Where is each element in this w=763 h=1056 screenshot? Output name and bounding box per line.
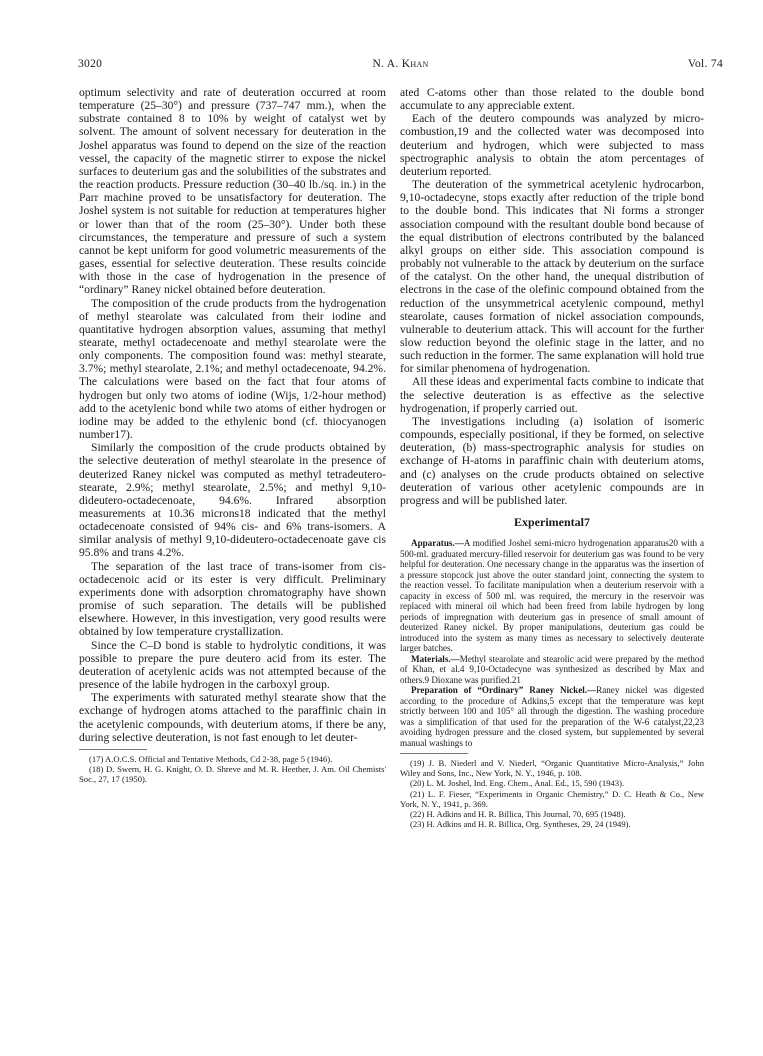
paragraph: The separation of the last trace of trans-isomer from cis-octadecenoic acid or its ester is very difficult. Preliminary experiments done with adsorption chromatography have shown promise of such separation. The details will be published elsewhere. However, in this investigation, very good results were obtained by low temperature crystallization. xyxy=(79,559,386,639)
paragraph-text: A modified Joshel semi-micro hydrogenation apparatus20 with a 500-ml. graduated mercury-filled reservoir for deuterium gas was found to be very helpful for deuteration. One necessary change in the apparatus was the insertion of a pressure stopcock just above the outer standard joint, connecting the system to the reaction vessel. To facilitate manipulation when a deuterium reservoir with a capacity in excess of 500 ml. was required, the mercury in the reservoir was replaced with mineral oil which had been freed from labile hydrogen by long periods of impregnation with deuterium gas in presence of small amount of deuterized Raney nickel. By proper manipulations, deuterium gas could be introduced into the system as many times as necessary to selectively deuterate larger batches. xyxy=(400,538,704,653)
paragraph-text: Methyl stearolate and stearolic acid were prepared by the method of Khan, et al.4 9,10-Octadecyne was synthesized as described by Max and others.9 Dioxane was purified.21 xyxy=(400,653,704,685)
paragraph: ated C-atoms other than those related to the double bond accumulate to any appreciable extent. xyxy=(400,86,704,113)
paragraph: Since the C–D bond is stable to hydrolytic conditions, it was possible to prepare the pure deutero acid from its ester. The deuteration of acetylenic acids was not attempted because of the presence of the labile hydrogen in the carboxyl group. xyxy=(79,638,386,692)
paragraph: The experiments with saturated methyl stearate show that the exchange of hydrogen atoms attached to the paraffinic chain in the acetylenic compounds, with deuterium atoms, if there be any, during selective deuteration, is not fast enough to let deuter- xyxy=(79,691,386,744)
paragraph: The deuteration of the symmetrical acetylenic hydrocarbon, 9,10-octadecyne, stops exactly after reduction of the triple bond to the double bond. This indicates that Ni forms a stronger association compound with the resultant double bond because of the equal distribution of electrons contributed by the balanced alkyl groups on either side. This association compound is probably not vulnerable to the attack by deuterium on the surface of the catalyst. On the other hand, the unequal distribution of electrons in the case of the olefinic compound obtained from the reduction of the unsymmetrical acetylenic compound, methyl stearolate, causes formation of nickel association compounds, vulnerable to deuterium attack. This will account for the further slow reduction beyond the olefinic stage in the latter, and no such reduction in the former. The same explanation will hold true for similar phenomena of hydrogenation. xyxy=(400,178,704,376)
run-in-heading: Materials.— xyxy=(411,653,460,664)
running-author: N. A. Khan xyxy=(372,58,429,70)
page-number: 3020 xyxy=(78,58,103,70)
paragraph: The investigations including (a) isolation of isomeric compounds, especially positional, if they be formed, on selective deuteration, (b) mass-spectrographic analysis for studies on exchange of H-atoms in paraffinic chain with deuterium atoms, and (c) analyses on the crude products obtained on selective deuteration of various other acetylenic compounds are in progress and will be published later. xyxy=(400,414,704,507)
paragraph-text: Raney nickel was digested according to the procedure of Adkins,5 except that the temperature was kept strictly between 100 and 105° all through the digestion. The washing procedure was a simplification of that used for the preparation of the W-6 catalyst,22,23 avoiding hydrogen pressure and the closed system, but supplemented by several manual washings to xyxy=(400,685,704,748)
paragraph: The composition of the crude products from the hydrogenation of methyl stearolate was calculated from their iodine and quantitative hydrogen absorption values, assuming that methyl stearate, methyl octadecenoate and methyl stearolate were the only components. The composition found was: methyl stearate, 3.7%; methyl stearolate, 2.1%; and methyl octadecenoate, 94.2%. The calculations were based on the fact that four atoms of hydrogen but only two atoms of iodine (Wijs, 1/2-hour method) add to the acetylenic bond while two atoms of either hydrogen or iodine may be added to the ethylenic bond (cf. thiocyanogen number17). xyxy=(79,296,386,442)
footnote: (21) L. F. Fieser, “Experiments in Organic Chemistry,” D. C. Heath & Co., New York, N. Y., 1941, p. 369. xyxy=(400,788,704,809)
volume-label: Vol. 74 xyxy=(687,58,723,70)
section-title-experimental: Experimental7 xyxy=(514,515,590,529)
right-column xyxy=(400,86,704,829)
paragraph: Similarly the composition of the crude products obtained by the selective deuteration of methyl stearolate in the presence of deuterized Raney nickel was computed as methyl tetradeutero-stearate, 2.9%; methyl stearolate, 2.5%; and methyl 9,10-dideutero-octadecenoate, 94.6%. Infrared absorption measurements at 10.36 microns18 indicated that the methyl octadecenoate consisted of 94% cis- and 6% trans-isomers. A similar analysis of methyl 9,10-dideutero-octadecenoate gave cis 95.8% and trans 4.2%. xyxy=(79,441,386,560)
footnote: (18) D. Swern, H. G. Knight, O. D. Shreve and M. R. Heether, J. Am. Oil Chemists' Soc., 27, 17 (1950). xyxy=(79,764,386,785)
running-header xyxy=(78,58,723,74)
footnote: (20) L. M. Joshel, Ind. Eng. Chem., Anal. Ed., 15, 590 (1943). xyxy=(410,778,625,789)
run-in-heading: Apparatus.— xyxy=(411,538,464,548)
footnote-rule xyxy=(79,749,147,750)
paragraph: Each of the deutero compounds was analyzed by micro-combustion,19 and the collected water was decomposed into deuterium and hydrogen, which were subjected to mass spectrographic analysis to obtain the atom percentages of deuterium reported. xyxy=(400,112,704,178)
footnote: (23) H. Adkins and H. R. Billica, Org. Syntheses, 29, 24 (1949). xyxy=(410,819,631,830)
footnote: (19) J. B. Niederl and V. Niederl, “Organic Quantitative Micro-Analysis,” John Wiley and Sons, Inc., New York, N. Y., 1946, p. 108. xyxy=(400,758,704,779)
footnote: (22) H. Adkins and H. R. Billica, This Journal, 70, 695 (1948). xyxy=(410,809,626,820)
run-in-heading: Preparation of “Ordinary” Raney Nickel.— xyxy=(411,685,597,695)
experimental-section xyxy=(400,538,704,748)
paragraph: optimum selectivity and rate of deuteration occurred at room temperature (25–30°) and pressure (737–747 mm.), when the substrate contained 8 to 10% by weight of catalyst wet by solvent. The amount of solvent necessary for deuteration in the Joshel apparatus was found to depend on the size of the reaction vessel, the capacity of the magnetic stirrer to expose the nickel surfaces to deuterium gas and the solubilities of the substrates and the reaction products. Pressure reduction (30–40 lb./sq. in.) in the Parr machine proved to be unsatisfactory for deuteration. The Joshel system is not suitable for reduction at temperatures higher or lower than that of the room (25–30°). Under both these circumstances, the temperature and pressure of such a system cannot be kept uniform for good volumetric measurements of the gases, essential for selective deuteration. These results coincide with those in the case of hydrogenation in the presence of “ordinary” Raney nickel obtained before deuteration. xyxy=(79,86,386,297)
experimental-paragraph xyxy=(400,538,704,654)
footnote-rule xyxy=(400,753,468,754)
footnote: (17) A.O.C.S. Official and Tentative Methods, Cd 2-38, page 5 (1946). xyxy=(89,753,333,764)
paragraph: All these ideas and experimental facts combine to indicate that the selective deuteration is as effective as the selective hydrogenation, if properly carried out. xyxy=(400,375,704,415)
left-column xyxy=(79,86,386,784)
experimental-paragraph xyxy=(400,685,704,748)
experimental-paragraph xyxy=(400,654,704,686)
